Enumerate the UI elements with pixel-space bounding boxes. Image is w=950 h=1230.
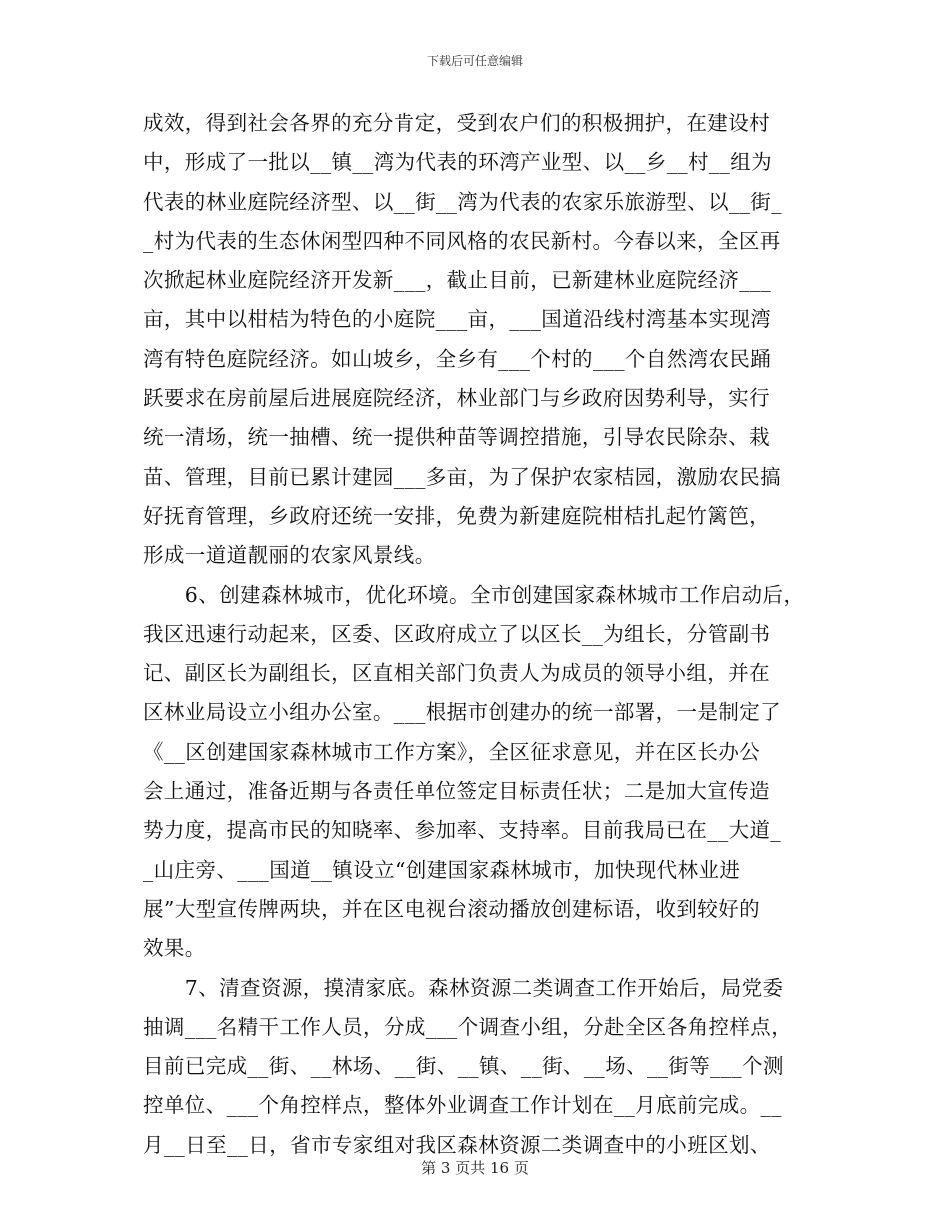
- text-line: 月__日至__日，省市专家组对我区森林资源二类调查中的小班区划、: [143, 1132, 771, 1157]
- text-line: 效果。: [143, 936, 206, 961]
- text-line: 展”大型宣传牌两块，并在区电视台滚动播放创建标语，收到较好的: [143, 896, 760, 921]
- text-line: 《__区创建国家森林城市工作方案》，全区征求意见，并在区长办公: [143, 739, 761, 764]
- text-line: 湾有特色庭院经济。如山坡乡，全乡有___个村的___个自然湾农民踊: [143, 346, 772, 371]
- text-line: 控单位、___个角控样点，整体外业调查工作计划在__月底前完成。__: [143, 1093, 782, 1118]
- document-body: [143, 104, 823, 1165]
- text-line: 势力度，提高市民的知晓率、参加率、支持率。目前我局已在__大道_: [143, 818, 782, 843]
- text-line: 形成一道道靓丽的农家风景线。: [143, 543, 436, 568]
- text-line: 7、清查资源，摸清家底。森林资源二类调查工作开始后，局党委: [143, 975, 784, 1000]
- page-footer: 第 3 页共 16 页: [421, 1159, 529, 1177]
- text-line: 跃要求在房前屋后进展庭院经济，林业部门与乡政府因势利导，实行: [143, 386, 770, 411]
- text-line: 好抚育管理，乡政府还统一安排，免费为新建庭院柑桔扎起竹篱笆，: [143, 503, 770, 528]
- text-line: 抽调___名精干工作人员，分成___个调查小组，分赴全区各角控样点，: [143, 1014, 793, 1039]
- text-line: 代表的林业庭院经济型、以__街__湾为代表的农家乐旅游型、以__街_: [143, 189, 782, 214]
- text-line: 中，形成了一批以__镇__湾为代表的环湾产业型、以__乡__村__组为: [143, 150, 772, 175]
- paragraph-2: [143, 576, 823, 969]
- text-line: 6、创建森林城市，优化环境。全市创建国家森林城市工作启动后，: [143, 582, 805, 607]
- text-line: 苗、管理，目前已累计建园___多亩，为了保护农家桔园，激励农民搞: [143, 464, 782, 489]
- text-line: 统一清场，统一抽槽、统一提供种苗等调控措施，引导农民除杂、栽: [143, 425, 770, 450]
- text-line: 我区迅速行动起来，区委、区政府成立了以区长__为组长，分管副书: [143, 621, 771, 646]
- text-line: 次掀起林业庭院经济开发新___，截止目前，已新建林业庭院经济___: [143, 268, 772, 293]
- text-line: 会上通过，准备近期与各责任单位签定目标责任状；二是加大宣传造: [143, 779, 770, 804]
- paragraph-1: [143, 104, 823, 576]
- text-line: 亩，其中以柑桔为特色的小庭院___亩，___国道沿线村湾基本实现湾: [143, 307, 772, 332]
- page-header: 下载后可任意编辑: [426, 54, 523, 68]
- text-line: _山庄旁、___国道__镇设立“创建国家森林城市，加快现代林业进: [143, 857, 741, 882]
- text-line: 目前已完成__街、__林场、__街、__镇、__街、__场、__街等___个测: [143, 1054, 784, 1079]
- text-line: _村为代表的生态休闲型四种不同风格的农民新村。今春以来，全区再: [143, 228, 781, 253]
- text-line: 区林业局设立小组办公室。___根据市创建办的统一部署，一是制定了: [143, 700, 782, 725]
- text-line: 成效，得到社会各界的充分肯定，受到农户们的积极拥护，在建设村: [143, 111, 770, 135]
- text-line: 记、副区长为副组长，区直相关部门负责人为成员的领导小组，并在: [143, 661, 770, 686]
- paragraph-3: [143, 969, 823, 1165]
